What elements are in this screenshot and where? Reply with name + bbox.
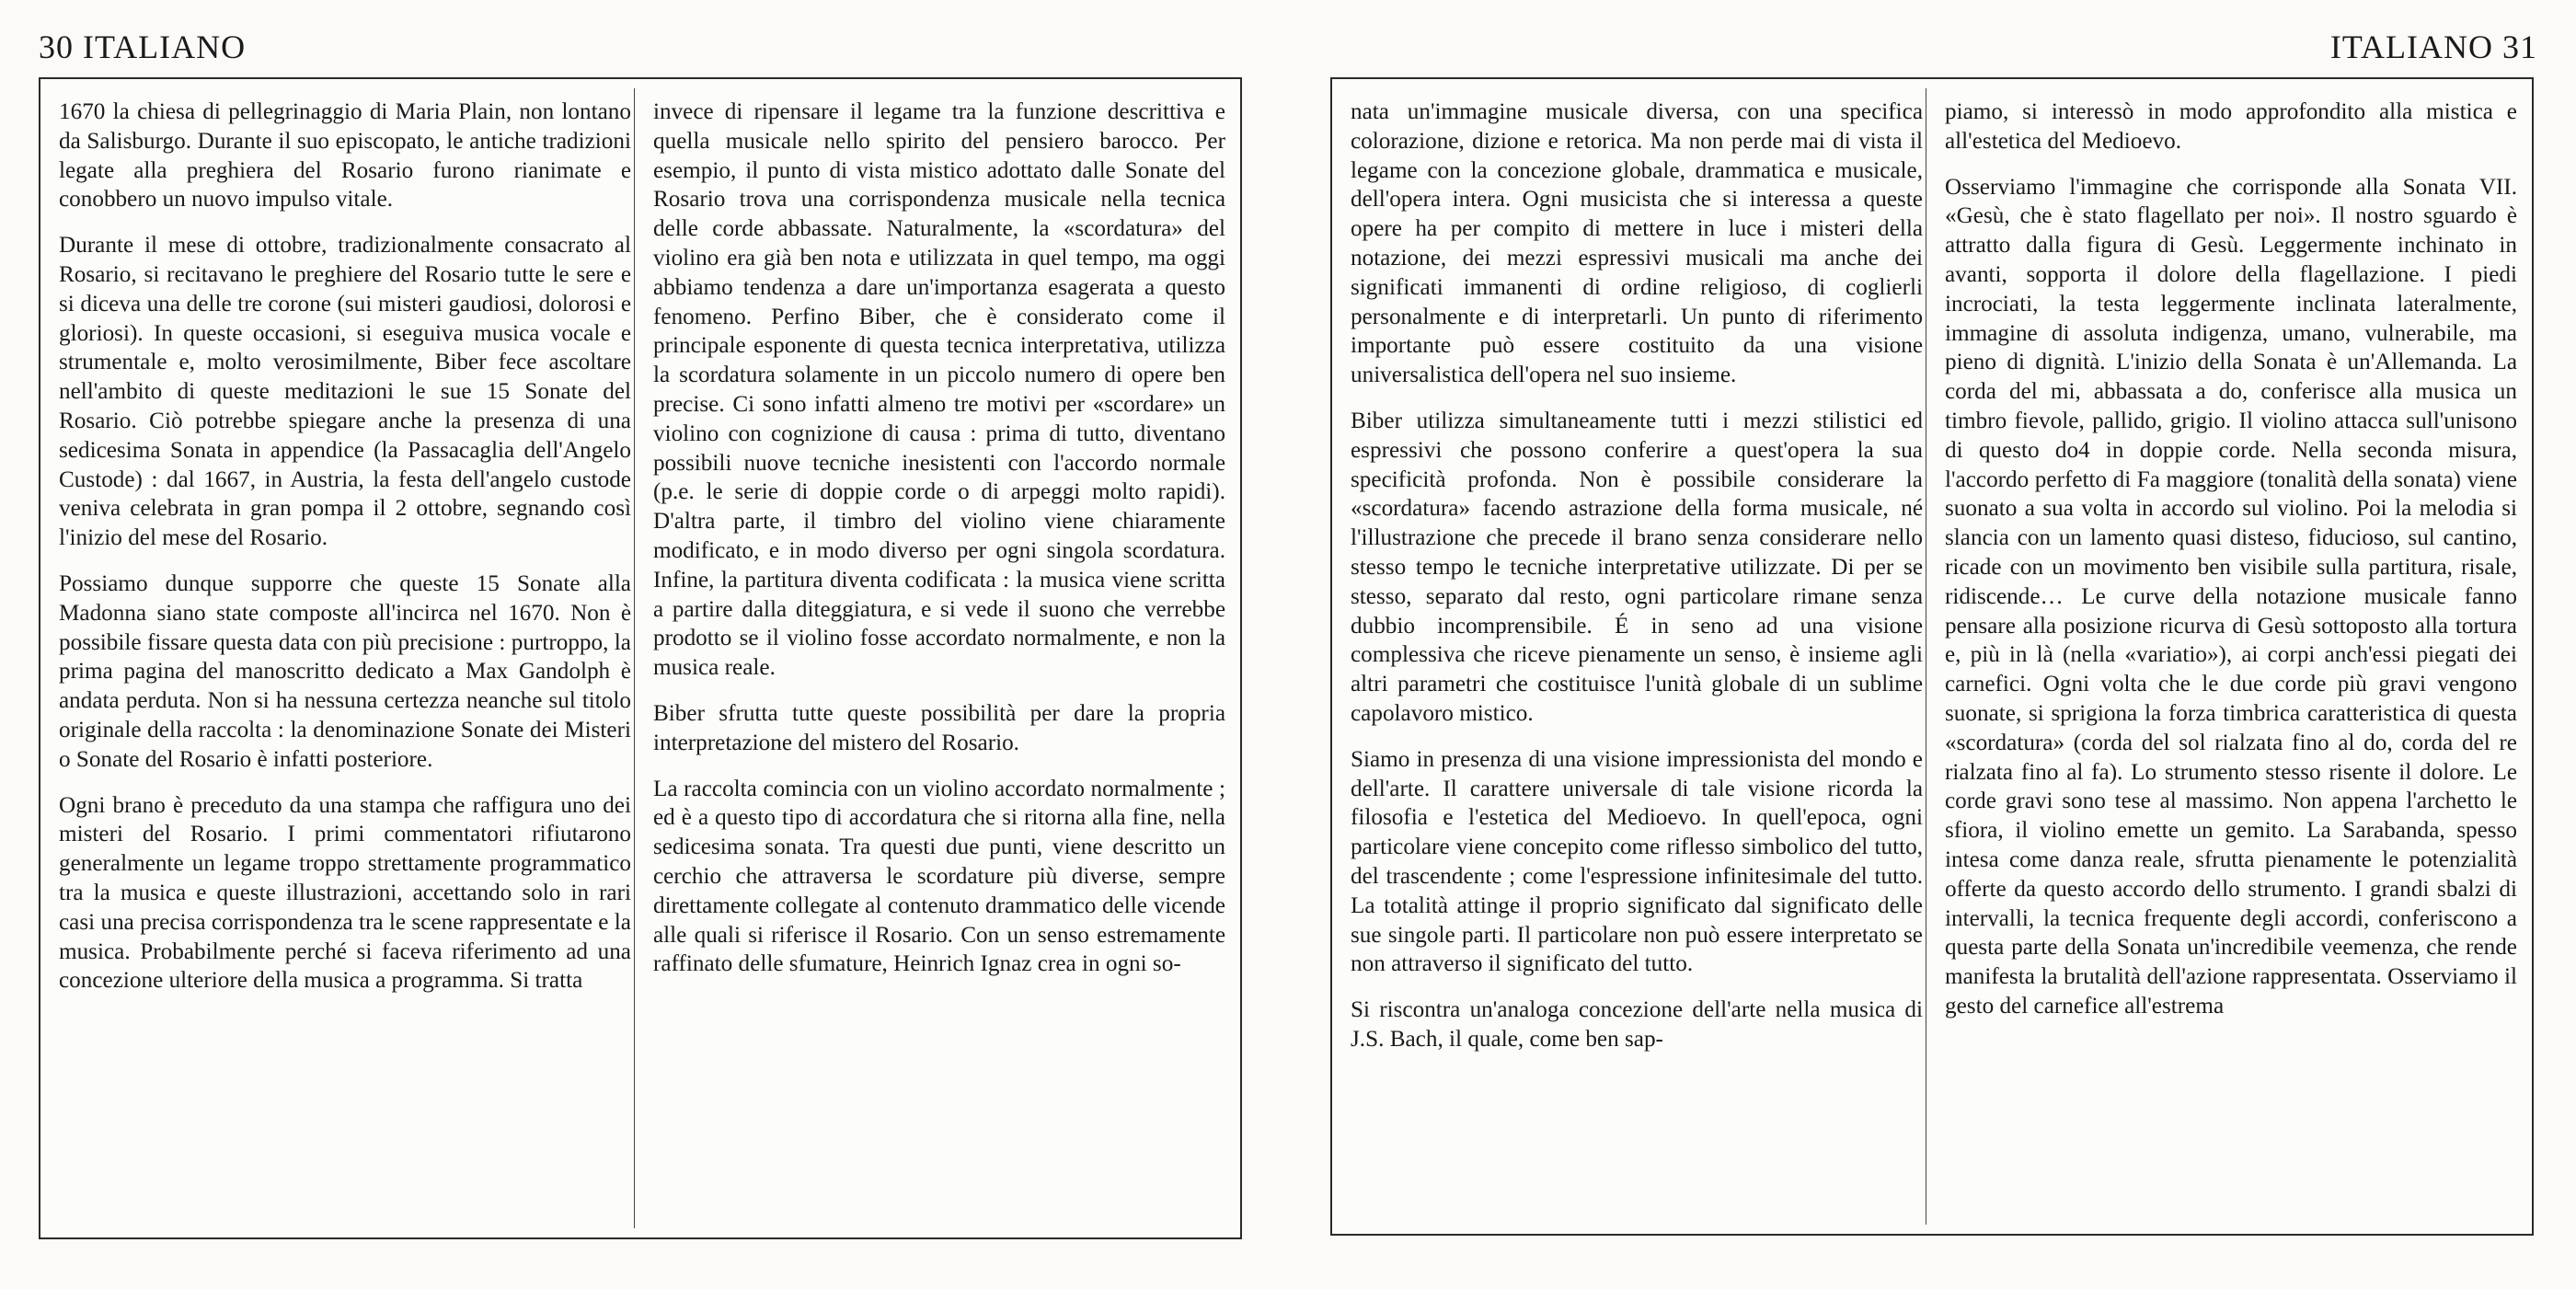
- paragraph: piamo, si interessò in modo approfondito alla mistica e all'estetica del Medioevo.: [1945, 99, 2517, 154]
- paragraph: nata un'immagine musicale diversa, con una specifica colorazione, dizione e retorica. Ma non perde mai di vista il legame con la concezione globale, drammatica e musicale, dell'opera intera. Ogni musicista che si interessa a queste opere ha per compito di mettere in luce i misteri della notazione, dei mezzi espressivi musicali ma anche dei significati immanenti di ordine religioso, di coglierli personalmente e di interpretarli. Un punto di riferimento importante può essere costituito da una visione universalistica dell'opera nel suo insieme.: [1351, 99, 1923, 388]
- paragraph: Durante il mese di ottobre, tradizionalmente consacrato al Rosario, si recitavano le preghiere del Rosario tutte le sere e si diceva una delle tre corone (sui misteri gaudiosi, dolorosi e gloriosi). In queste occasioni, si eseguiva musica vocale e strumentale e, molto verosimilmente, Biber fece ascoltare nell'ambito di queste meditazioni le sue 15 Sonate del Rosario. Ciò potrebbe spiegare anche la presenza di una sedicesima Sonata in appendice (la Passacaglia dell'Angelo Custode) : dal 1667, in Austria, la festa dell'angelo custode veniva celebrata in gran pompa il 2 ottobre, segnando così l'inizio del mese del Rosario.: [59, 233, 631, 551]
- paragraph: 1670 la chiesa di pellegrinaggio di Maria Plain, non lontano da Salisburgo. Durante il suo episcopato, le antiche tradizioni legate alla preghiera del Rosario furono rianimate e conobbero un nuovo impulso vitale.: [59, 99, 631, 213]
- paragraph: Biber sfrutta tutte queste possibilità per dare la propria interpretazione del mistero del Rosario.: [653, 700, 1225, 755]
- column-right-2: [1945, 98, 2517, 1038]
- right-page: [1288, 0, 2576, 1289]
- paragraph: Osserviamo l'immagine che corrisponde alla Sonata VII. «Gesù, che è stato flagellato per noi». Il nostro sguardo è attratto dalla figura di Gesù. Leggermente inchinato in avanti, sopporta il dolore della flagellazione. I piedi incrociati, la testa leggermente inclinata lateralmente, immagine di assoluta indigenza, umano, vulnerabile, ma pieno di dignità. L'inizio della Sonata è un'Allemanda. La corda del mi, abbassata a do, conferisce alla musica un timbro fievole, pallido, grigio. Il violino attacca sull'unisono di questo do4 in doppie corde. Nella seconda misura, l'accordo perfetto di Fa maggiore (tonalità della sonata) viene suonato a sua volta in accordo sul violino. Poi la melodia si slancia con un lamento quasi disteso, fiducioso, sul cantino, ricade con un movimento ben visibile sulla partitura, risale, ridiscende… Le curve della notazione musicale fanno pensare alla posizione ricurva di Gesù sottoposto alla tortura e, più in là (nella «variatio»), ai corpi anch'essi piegati dei carnefici. Ogni volta che le due corde più gravi vengono suonate, si sprigiona la forza timbrica caratteristica di questa «scordatura» (corda del sol rialzata fino al do, corda del re rialzata fino al fa). Lo strumento stesso risente il dolore. Le corde gravi sono tese al massimo. Non appena l'archetto le sfiora, il violino emette un gemito. La Sarabanda, spesso intesa come danza reale, sfrutta pienamente le potenzialità offerte da questo accordo dello strumento. I grandi sbalzi di intervalli, la tecnica frequente degli accordi, conferiscono a questa parte della Sonata un'incredibile veemenza, che rende manifesta la brutalità dell'azione rappresentata. Osserviamo il gesto del carnefice all'estrema: [1945, 174, 2517, 1019]
- text-frame-left: [39, 77, 1242, 1239]
- paragraph: Biber utilizza simultaneamente tutti i mezzi stilistici ed espressivi che possono conferire a quest'opera la sua specificità profonda. Non è possibile considerare la «scordatura» facendo astrazione della forma musicale, né l'illustrazione che precede il brano senza considerare nello stesso tempo le tecniche interpretative utilizzate. Di per se stesso, separato dal resto, ogni particolare rimane senza dubbio incomprensibile. É in seno ad una visione complessiva che riceve pienamente un senso, è insieme agli altri parametri che costituisce l'unità globale di un sublime capolavoro mistico.: [1351, 408, 1923, 726]
- paragraph: invece di ripensare il legame tra la funzione descrittiva e quella musicale nello spirito del pensiero barocco. Per esempio, il punto di vista mistico adottato dalle Sonate del Rosario trova una corrispondenza musicale nella tecnica delle corde abbassate. Naturalmente, la «scordatura» del violino era già ben nota e utilizzata in quel tempo, ma oggi abbiamo tendenza a dare un'importanza esagerata a questo fenomeno. Perfino Biber, che è considerato come il principale esponente di questa tecnica interpretativa, utilizza la scordatura solamente in un piccolo numero di opere ben precise. Ci sono infatti almeno tre motivi per «scordare» un violino con cognizione di causa : prima di tutto, diventano possibili nuove tecniche inesistenti con l'accordo normale (p.e. le serie di doppie corde o di arpeggi molto rapidi). D'altra parte, il timbro del violino viene chiaramente modificato, e in modo diverso per ogni singola scordatura. Infine, la partitura diventa codificata : la musica viene scritta a partire dalla diteggiatura, e si vede il suono che verrebbe prodotto se il violino fosse accordato normalmente, e non la musica reale.: [653, 99, 1225, 681]
- page-header-right: ITALIANO 31: [2329, 29, 2537, 65]
- paragraph: Ogni brano è preceduto da una stampa che raffigura uno dei misteri del Rosario. I primi commentatori rifiutarono generalmente un legame troppo strettamente programmatico tra la musica e queste illustrazioni, accettando solo in rari casi una precisa corrispondenza tra le scene rappresentate e la musica. Probabilmente perché si faceva riferimento ad una concezione ulteriore della musica a programma. Si tratta: [59, 792, 631, 994]
- paragraph: Siamo in presenza di una visione impressionista del mondo e dell'arte. Il carattere universale di tale visione ricorda la filosofia e l'estetica del Medioevo. In quell'epoca, ogni particolare viene concepito come riflesso simbolico del tutto, del trascendente ; come l'espressione infinitesimale del tutto. La totalità attinge il proprio significato dal significato delle sue singole parti. Il particolare non può essere interpretato se non attraverso il significato del tutto.: [1351, 746, 1923, 977]
- paragraph: La raccolta comincia con un violino accordato normalmente ; ed è a questo tipo di accordatura che si ritorna alla fine, nella sedicesima sonata. Tra questi due punti, viene descritto un cerchio che attraversa le scordature più diverse, sempre direttamente collegate al contenuto drammatico delle vicende alle quali si riferisce il Rosario. Con un senso estremamente raffinato delle sfumature, Heinrich Ignaz crea in ogni so-: [653, 776, 1225, 977]
- text-frame-right: [1330, 77, 2534, 1236]
- paragraph: Possiamo dunque supporre che queste 15 Sonate alla Madonna siano state composte all'incirca nel 1670. Non è possibile fissare questa data con più precisione : purtroppo, la prima pagina del manoscritto dedicato a Max Gandolph è andata perduta. Non si ha nessuna certezza neanche sul titolo originale della raccolta : la denominazione Sonate dei Misteri o Sonate del Rosario è infatti posteriore.: [59, 570, 631, 772]
- column-divider: [634, 88, 635, 1228]
- column-left-2: [653, 98, 1225, 996]
- column-left-1: [59, 98, 631, 1012]
- paragraph: Si riscontra un'analoga concezione dell'arte nella musica di J.S. Bach, il quale, come ben sap-: [1351, 997, 1923, 1052]
- page-header-left: 30 ITALIANO: [39, 29, 247, 65]
- column-right-1: [1351, 98, 1923, 1071]
